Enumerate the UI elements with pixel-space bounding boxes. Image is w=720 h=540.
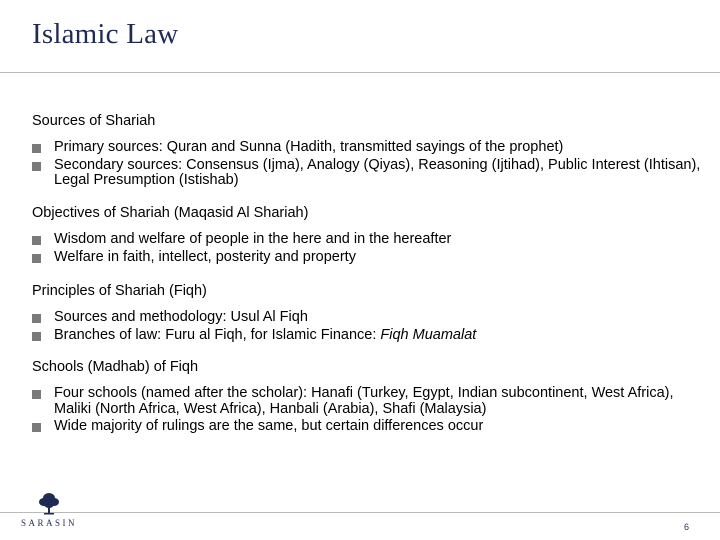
section-schools bbox=[32, 359, 702, 437]
bullet-list bbox=[32, 310, 702, 343]
bullet-text: Wisdom and welfare of people in the here and in the hereafter bbox=[54, 231, 452, 247]
list-item bbox=[32, 419, 702, 435]
bullet-list bbox=[32, 232, 702, 265]
bullet-square-icon bbox=[32, 236, 41, 245]
section-heading: Principles of Shariah (Fiqh) bbox=[32, 283, 207, 299]
bullet-square-icon bbox=[32, 162, 41, 171]
tree-icon bbox=[38, 492, 60, 516]
list-item bbox=[32, 386, 702, 417]
list-item bbox=[32, 250, 702, 266]
bullet-text: Sources and methodology: Usul Al Fiqh bbox=[54, 309, 308, 325]
bottom-divider bbox=[0, 512, 720, 513]
bullet-square-icon bbox=[32, 144, 41, 153]
section-heading: Sources of Shariah bbox=[32, 113, 156, 129]
logo-wordmark: SARASIN bbox=[20, 518, 77, 528]
bullet-list bbox=[32, 140, 702, 189]
bullet-text: Four schools (named after the scholar): Hanafi (Turkey, Egypt, Indian subcontinent, West Africa), Maliki (North Africa, West Africa), Hanbali (Arabia), Shafi (Malaysia) bbox=[54, 385, 674, 417]
section-heading: Objectives of Shariah (Maqasid Al Shariah) bbox=[32, 205, 309, 221]
list-item bbox=[32, 232, 702, 248]
bullet-text: Secondary sources: Consensus (Ijma), Analogy (Qiyas), Reasoning (Ijtihad), Public Interest (Ihtisan), Legal Presumption (Istishab) bbox=[54, 156, 701, 188]
bullet-text-italic: Fiqh Muamalat bbox=[380, 326, 477, 343]
slide-title: Islamic Law bbox=[32, 18, 179, 50]
section-objectives bbox=[32, 205, 702, 267]
list-item bbox=[32, 158, 702, 189]
bullet-square-icon bbox=[32, 332, 41, 341]
bullet-square-icon bbox=[32, 390, 41, 399]
sarasin-logo bbox=[18, 492, 80, 532]
list-item bbox=[32, 140, 702, 156]
section-heading: Schools (Madhab) of Fiqh bbox=[32, 359, 199, 375]
bullet-list bbox=[32, 386, 702, 435]
list-item bbox=[32, 328, 702, 344]
list-item bbox=[32, 310, 702, 326]
bullet-text: Welfare in faith, intellect, posterity and property bbox=[54, 248, 356, 265]
bullet-text: Wide majority of rulings are the same, but certain differences occur bbox=[54, 418, 484, 434]
section-principles bbox=[32, 283, 702, 345]
bullet-square-icon bbox=[32, 314, 41, 323]
page-number: 6 bbox=[684, 522, 690, 532]
bullet-square-icon bbox=[32, 423, 41, 432]
bullet-text: Primary sources: Quran and Sunna (Hadith, transmitted sayings of the prophet) bbox=[54, 139, 564, 155]
top-divider bbox=[0, 72, 720, 73]
section-sources bbox=[32, 113, 702, 191]
bullet-text: Branches of law: Furu al Fiqh, for Islamic Finance: bbox=[54, 326, 381, 343]
bullet-square-icon bbox=[32, 254, 41, 263]
